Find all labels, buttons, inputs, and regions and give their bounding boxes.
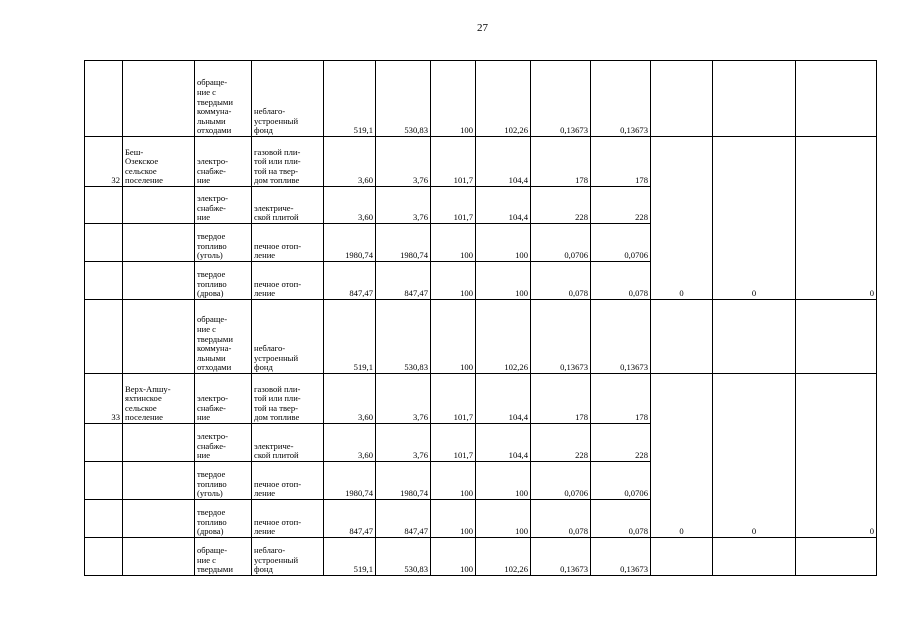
value-cell: 847,47 (324, 262, 376, 300)
value-cell: 104,4 (476, 374, 531, 424)
table-row (85, 374, 877, 424)
value-cell: 1980,74 (376, 462, 431, 500)
block-value-cell: 0 (651, 137, 713, 300)
value-cell: 100 (431, 300, 476, 374)
value-cell: 3,60 (324, 424, 376, 462)
value-cell: 102,26 (476, 538, 531, 576)
value-cell: 3,76 (376, 424, 431, 462)
value-cell: 0,078 (591, 262, 651, 300)
row-number-cell (85, 61, 123, 137)
value-cell: 0,13673 (531, 61, 591, 137)
table-row (85, 300, 877, 374)
value-cell: 100 (431, 538, 476, 576)
settlement-cell (123, 262, 195, 300)
empty-cell (796, 300, 877, 374)
value-cell: 104,4 (476, 424, 531, 462)
empty-cell (796, 61, 877, 137)
value-cell: 0,13673 (591, 538, 651, 576)
value-cell: 0,0706 (591, 224, 651, 262)
value-cell: 3,60 (324, 137, 376, 187)
service-cell: обраще- ние с твердыми коммуна- льными отходами (195, 300, 252, 374)
row-number-cell (85, 538, 123, 576)
value-cell: 519,1 (324, 61, 376, 137)
service-cell: твердое топливо (уголь) (195, 224, 252, 262)
value-cell: 101,7 (431, 187, 476, 224)
housing-type-cell: печное отоп- ление (252, 262, 324, 300)
row-number-cell (85, 262, 123, 300)
housing-type-cell: неблаго- устроенный фонд (252, 300, 324, 374)
empty-cell (651, 61, 713, 137)
empty-cell (713, 300, 796, 374)
value-cell: 0,078 (591, 500, 651, 538)
block-value-cell: 0 (796, 374, 877, 538)
empty-cell (796, 538, 877, 576)
value-cell: 3,60 (324, 374, 376, 424)
value-cell: 3,76 (376, 374, 431, 424)
housing-type-cell: неблаго- устроенный фонд (252, 61, 324, 137)
settlement-cell (123, 462, 195, 500)
row-number-cell (85, 300, 123, 374)
value-cell: 519,1 (324, 538, 376, 576)
value-cell: 102,26 (476, 300, 531, 374)
settlement-cell (123, 224, 195, 262)
row-number-cell: 33 (85, 374, 123, 424)
row-number-cell (85, 187, 123, 224)
housing-type-cell: электриче- ской плитой (252, 187, 324, 224)
row-number-cell (85, 424, 123, 462)
table-row (85, 137, 877, 187)
value-cell: 228 (531, 187, 591, 224)
service-cell: электро- снабже- ние (195, 424, 252, 462)
service-cell: электро- снабже- ние (195, 187, 252, 224)
service-cell: твердое топливо (дрова) (195, 262, 252, 300)
table-row (85, 538, 877, 576)
table-row (85, 61, 877, 137)
empty-cell (713, 538, 796, 576)
service-cell: обраще- ние с твердыми коммуна- льными отходами (195, 61, 252, 137)
value-cell: 530,83 (376, 538, 431, 576)
value-cell: 178 (531, 137, 591, 187)
settlement-cell (123, 424, 195, 462)
settlement-cell (123, 500, 195, 538)
value-cell: 100 (476, 262, 531, 300)
value-cell: 0,078 (531, 262, 591, 300)
value-cell: 100 (431, 224, 476, 262)
value-cell: 100 (476, 500, 531, 538)
value-cell: 1980,74 (324, 224, 376, 262)
settlement-cell: Беш- Озекское сельское поселение (123, 137, 195, 187)
row-number-cell (85, 224, 123, 262)
value-cell: 228 (531, 424, 591, 462)
value-cell: 100 (431, 61, 476, 137)
housing-type-cell: печное отоп- ление (252, 224, 324, 262)
housing-type-cell: газовой пли- той или пли- той на твер- дом топливе (252, 137, 324, 187)
housing-type-cell: неблаго- устроенный фонд (252, 538, 324, 576)
value-cell: 0,0706 (531, 462, 591, 500)
value-cell: 3,76 (376, 187, 431, 224)
value-cell: 0,13673 (531, 300, 591, 374)
block-value-cell: 0 (651, 374, 713, 538)
value-cell: 100 (431, 262, 476, 300)
housing-type-cell: газовой пли- той или пли- той на твер- дом топливе (252, 374, 324, 424)
service-cell: электро- снабже- ние (195, 137, 252, 187)
value-cell: 519,1 (324, 300, 376, 374)
housing-type-cell: электриче- ской плитой (252, 424, 324, 462)
row-number-cell: 32 (85, 137, 123, 187)
value-cell: 102,26 (476, 61, 531, 137)
row-number-cell (85, 462, 123, 500)
empty-cell (713, 61, 796, 137)
value-cell: 530,83 (376, 61, 431, 137)
value-cell: 0,0706 (531, 224, 591, 262)
value-cell: 104,4 (476, 187, 531, 224)
empty-cell (651, 300, 713, 374)
table-body (85, 61, 877, 576)
service-cell: твердое топливо (уголь) (195, 462, 252, 500)
settlement-cell (123, 300, 195, 374)
settlement-cell (123, 538, 195, 576)
row-number-cell (85, 500, 123, 538)
value-cell: 228 (591, 187, 651, 224)
settlement-cell (123, 187, 195, 224)
value-cell: 104,4 (476, 137, 531, 187)
value-cell: 178 (591, 374, 651, 424)
value-cell: 1980,74 (324, 462, 376, 500)
value-cell: 0,13673 (591, 300, 651, 374)
value-cell: 178 (591, 137, 651, 187)
page-number: 27 (477, 22, 488, 34)
block-value-cell: 0 (713, 374, 796, 538)
value-cell: 0,0706 (591, 462, 651, 500)
value-cell: 3,76 (376, 137, 431, 187)
settlement-cell: Верх-Апшу- яхтинское сельское поселение (123, 374, 195, 424)
value-cell: 530,83 (376, 300, 431, 374)
service-cell: обраще- ние с твердыми (195, 538, 252, 576)
value-cell: 847,47 (376, 262, 431, 300)
value-cell: 100 (476, 224, 531, 262)
settlement-cell (123, 61, 195, 137)
value-cell: 847,47 (324, 500, 376, 538)
value-cell: 178 (531, 374, 591, 424)
value-cell: 0,13673 (531, 538, 591, 576)
service-cell: электро- снабже- ние (195, 374, 252, 424)
value-cell: 3,60 (324, 187, 376, 224)
service-cell: твердое топливо (дрова) (195, 500, 252, 538)
value-cell: 101,7 (431, 374, 476, 424)
value-cell: 100 (431, 500, 476, 538)
empty-cell (651, 538, 713, 576)
value-cell: 0,078 (531, 500, 591, 538)
value-cell: 100 (431, 462, 476, 500)
value-cell: 101,7 (431, 137, 476, 187)
value-cell: 100 (476, 462, 531, 500)
housing-type-cell: печное отоп- ление (252, 500, 324, 538)
value-cell: 1980,74 (376, 224, 431, 262)
value-cell: 847,47 (376, 500, 431, 538)
block-value-cell: 0 (796, 137, 877, 300)
block-value-cell: 0 (713, 137, 796, 300)
value-cell: 228 (591, 424, 651, 462)
value-cell: 0,13673 (591, 61, 651, 137)
value-cell: 101,7 (431, 424, 476, 462)
housing-type-cell: печное отоп- ление (252, 462, 324, 500)
tariff-table (84, 60, 877, 576)
